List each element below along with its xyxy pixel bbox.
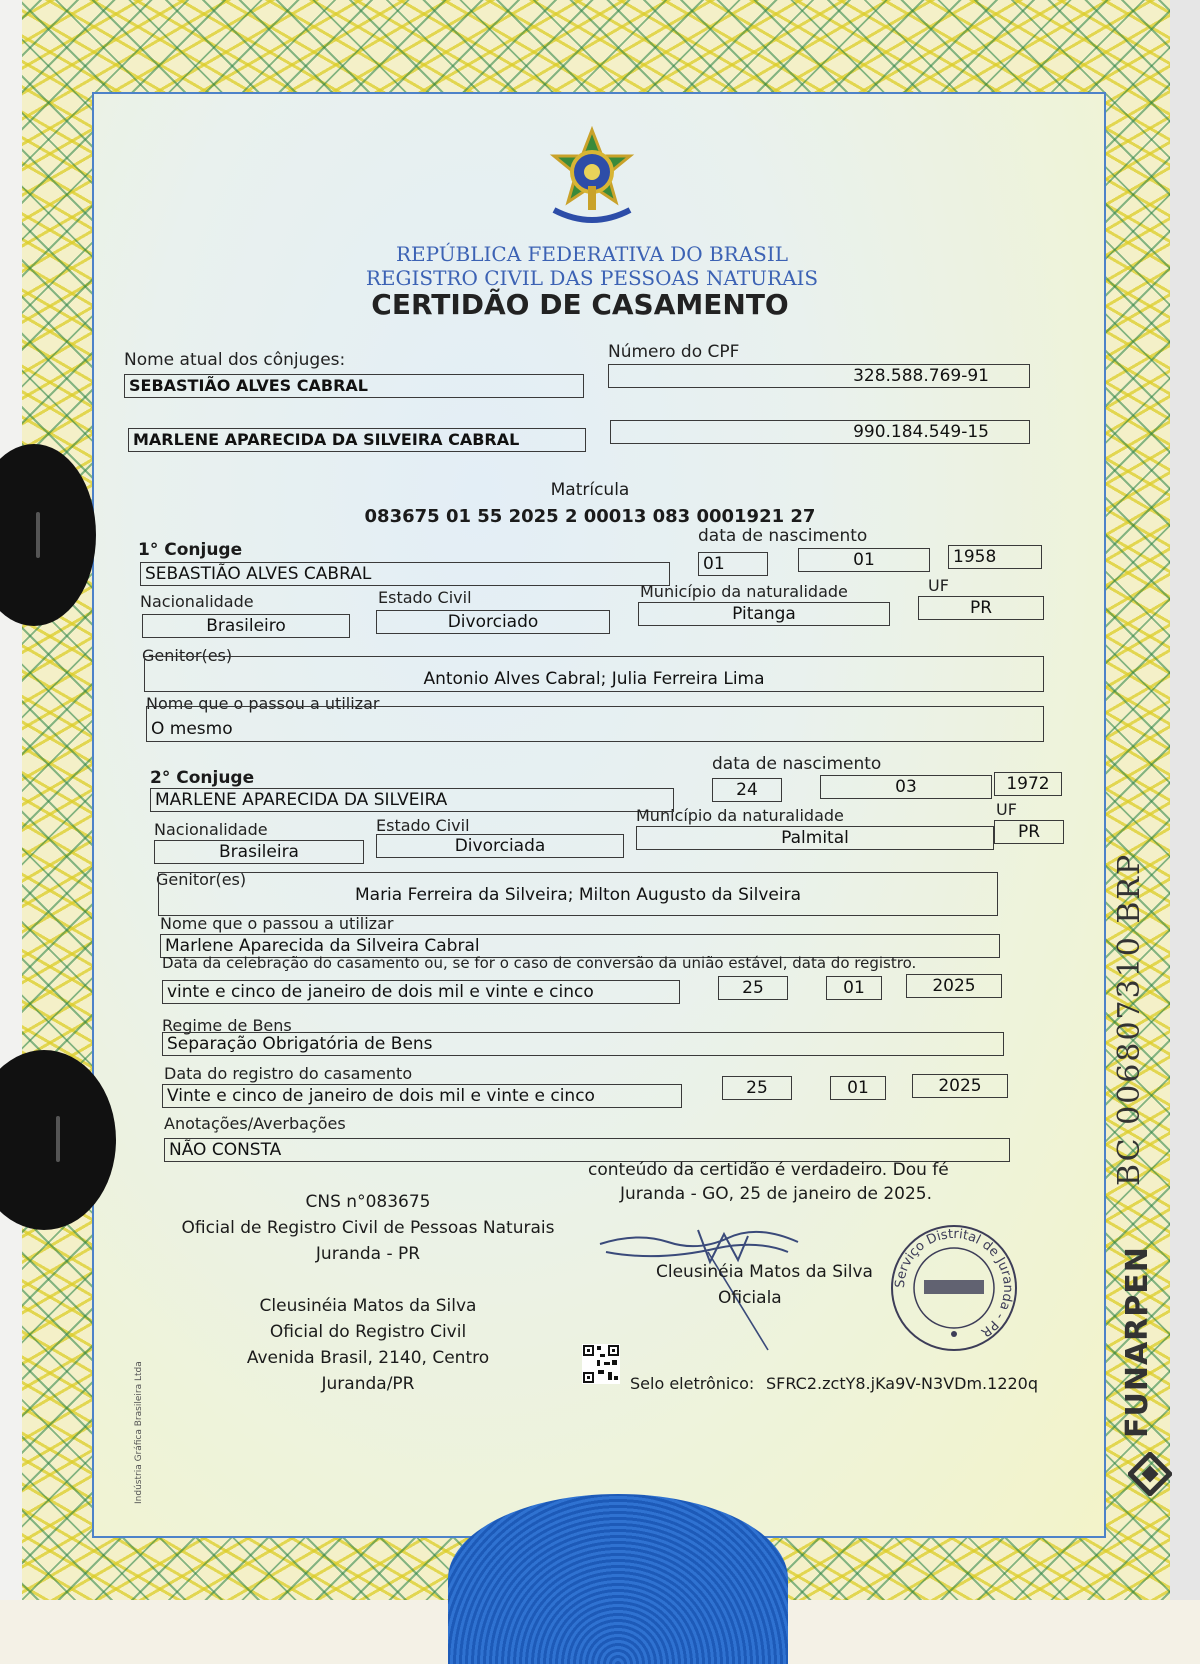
coat-of-arms-icon (540, 126, 644, 230)
spouse2-uf-label: UF (996, 800, 1017, 819)
spouse1-birth-label: data de nascimento (698, 526, 868, 546)
attest-line2: Juranda - GO, 25 de janeiro de 2025. (620, 1184, 933, 1204)
spouse2-uf: PR (994, 820, 1064, 844)
spouse1-birth-day: 01 (698, 552, 768, 576)
celebration-year: 2025 (906, 974, 1002, 998)
regime-label: Regime de Bens (162, 1016, 292, 1035)
document-title: CERTIDÃO DE CASAMENTO (371, 288, 789, 321)
spouse2-parents: Maria Ferreira da Silveira; Milton Augusto da Silveira (158, 872, 998, 916)
official-stamp (888, 1222, 1020, 1354)
spouse1-uf: PR (918, 596, 1044, 620)
notes-label: Anotações/Averbações (164, 1114, 346, 1133)
spouse1-municipality: Pitanga (638, 602, 890, 626)
office-city2: Juranda/PR (321, 1374, 415, 1394)
qr-code-icon (582, 1344, 620, 1384)
spouse1-cpf: 328.588.769-91 (608, 364, 1030, 388)
spouse1-parents: Antonio Alves Cabral; Julia Ferreira Lima (144, 656, 1044, 692)
registration-month: 01 (830, 1076, 886, 1100)
spouse2-civil-status: Divorciada (376, 834, 624, 858)
spouse2-name: MARLENE APARECIDA DA SILVEIRA (150, 788, 674, 812)
spouse2-parents-label: Genitor(es) (156, 870, 247, 889)
celebration-day: 25 (718, 976, 788, 1000)
header-registry: REGISTRO CIVIL DAS PESSOAS NATURAIS (365, 266, 819, 290)
matricula-number: 083675 01 55 2025 2 00013 083 0001921 27 (364, 506, 816, 527)
spouse2-birth-year: 1972 (994, 772, 1062, 796)
seal-label: Selo eletrônico: (630, 1374, 755, 1393)
registration-year: 2025 (912, 1074, 1008, 1098)
spouse2-used-name: Marlene Aparecida da Silveira Cabral (160, 934, 1000, 958)
spouse2-birth-day: 24 (712, 778, 782, 802)
spouse2-heading: 2° Conjuge (150, 768, 255, 788)
registration-label: Data do registro do casamento (164, 1064, 413, 1083)
spouse1-current-name: SEBASTIÃO ALVES CABRAL (124, 374, 584, 398)
spouse2-birth-month: 03 (820, 775, 992, 799)
attest-line1: conteúdo da certidão é verdadeiro. Dou fé (588, 1160, 949, 1180)
spouse2-birth-label: data de nascimento (712, 754, 882, 774)
cpf-label: Número do CPF (608, 342, 740, 362)
office-address: Avenida Brasil, 2140, Centro (246, 1348, 490, 1368)
spouse2-used-name-label: Nome que o passou a utilizar (160, 914, 394, 933)
signatory-role: Oficiala (718, 1288, 782, 1308)
spouse1-birth-month: 01 (798, 548, 930, 572)
spouse1-heading: 1° Conjuge (138, 540, 243, 560)
spouse2-civil-label: Estado Civil (376, 816, 470, 835)
spouse1-civil-status: Divorciado (376, 610, 610, 634)
celebration-month: 01 (826, 976, 882, 1000)
spouse1-civil-label: Estado Civil (378, 588, 472, 607)
office-city: Juranda - PR (315, 1244, 421, 1264)
header-republic: REPÚBLICA FEDERATIVA DO BRASIL (395, 242, 789, 266)
spouse1-uf-label: UF (928, 576, 949, 595)
matricula-label: Matrícula (550, 480, 630, 500)
celebration-label: Data da celebração do casamento ou, se for o caso de conversão da união estável, data do registro. (162, 954, 917, 972)
notes-value: NÃO CONSTA (164, 1138, 1010, 1162)
celebration-date-text: vinte e cinco de janeiro de dois mil e vinte e cinco (162, 980, 680, 1004)
printer-microtext: Indústria Gráfica Brasileira Ltda (134, 1361, 144, 1504)
office-role: Oficial do Registro Civil (269, 1322, 467, 1342)
handwritten-signature (598, 1222, 828, 1352)
registration-date-text: Vinte e cinco de janeiro de dois mil e vinte e cinco (162, 1084, 682, 1108)
seal-value: SFRC2.zctY8.jKa9V-N3VDm.1220q (766, 1374, 1039, 1393)
office-cns: CNS n°083675 (305, 1192, 431, 1212)
spouse1-parents-label: Genitor(es) (142, 646, 233, 665)
signatory-name: Cleusinéia Matos da Silva (656, 1262, 873, 1282)
page-edge-right (1170, 0, 1200, 1600)
spouse1-used-name-label: Nome que o passou a utilizar (146, 694, 380, 713)
spouses-label: Nome atual dos cônjuges: (124, 350, 346, 370)
spouse2-nationality: Brasileira (154, 840, 364, 864)
funarpen-logo-icon (1128, 1452, 1172, 1496)
spouse2-cpf: 990.184.549-15 (610, 420, 1030, 444)
spouse1-name: SEBASTIÃO ALVES CABRAL (140, 562, 670, 586)
registration-day: 25 (722, 1076, 792, 1100)
spouse2-nationality-label: Nacionalidade (154, 820, 268, 839)
spouse1-municipality-label: Município da naturalidade (640, 582, 848, 601)
regime-value: Separação Obrigatória de Bens (162, 1032, 1004, 1056)
page-edge (0, 0, 22, 1600)
spouse1-birth-year: 1958 (948, 545, 1042, 569)
spouse1-nationality-label: Nacionalidade (140, 592, 254, 611)
security-emblem (448, 1494, 788, 1664)
office-officer: Cleusinéia Matos da Silva (259, 1296, 477, 1316)
office-name: Oficial de Registro Civil de Pessoas Naturais (181, 1218, 555, 1238)
spouse2-current-name: MARLENE APARECIDA DA SILVEIRA CABRAL (128, 428, 586, 452)
funarpen-brand: FUNARPEN (1120, 1246, 1155, 1438)
spouse2-municipality-label: Município da naturalidade (636, 806, 844, 825)
spouse1-used-name: O mesmo (146, 706, 1044, 742)
spouse1-nationality: Brasileiro (142, 614, 350, 638)
serial-number: BC 006807310 BRP (1112, 852, 1147, 1186)
spouse2-municipality: Palmital (636, 826, 994, 850)
stamp-text: Serviço Distrital de Juranda - PR (892, 1226, 1016, 1340)
